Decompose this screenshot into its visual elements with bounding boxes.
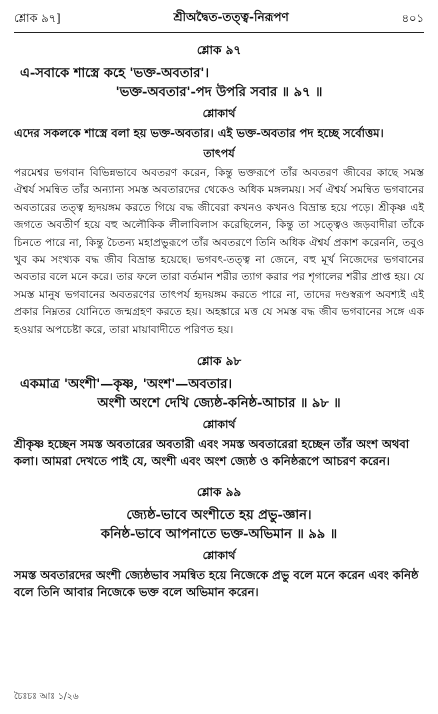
verse-98-text [14, 375, 424, 413]
header-verse-ref: শ্লোক ৯৭] [14, 10, 61, 25]
verse-99-line1: জ্যেষ্ঠ-ভাবে অংশীতে হয় প্রভু-জ্ঞান। [126, 508, 312, 524]
verse-99-text [14, 506, 424, 544]
verse-97-number: শ্লোক ৯৭ [196, 43, 242, 57]
verse-97-line1: এ-সবাকে শাস্ত্রে কহে 'ভক্ত-অবতার'। [20, 66, 210, 81]
verse-98-translation: শ্রীকৃষ্ণ হচ্ছেন সমস্ত অবতারের অবতারী এবং সমস্ত অবতারেরা হচ্ছেন তাঁর অংশ অথবা কলা। আমরা দেখতে পাই যে, অংশী এবং অংশ জ্যেষ্ঠ ও কনিষ্ঠরূপে আচরণ করেন। [14, 437, 410, 469]
verse-97-purport-heading: তাৎপর্য [203, 147, 235, 160]
header-rule [14, 32, 424, 33]
verse-98-line1: একমাত্র 'অংশী'—কৃষ্ণ, 'অংশ'—অবতার। [20, 377, 233, 393]
verse-97-line2: 'ভক্ত-অবতার'-পদ উপরি সবার ॥ ৯৭ ॥ [115, 85, 323, 100]
verse-99-translation-heading: শ্লোকার্থ [202, 549, 236, 563]
verse-97-translation-heading: শ্লোকার্থ [202, 107, 236, 120]
page-footer-signature: চৈঃচঃ আঃ ১/২৬ [14, 692, 79, 702]
page-content [14, 38, 424, 601]
verse-99-line2: কনিষ্ঠ-ভাবে আপনাতে ভক্ত-অভিমান ॥ ৯৯ ॥ [100, 527, 338, 543]
header-chapter-title: শ্রীঅদ্বৈত-তত্ত্ব-নিরূপণ [173, 10, 289, 24]
verse-98-translation-heading: শ্লোকার্থ [202, 418, 236, 432]
verse-99-translation: সমস্ত অবতারদের অংশী জ্যেষ্ঠভাব সমন্বিত হয়ে নিজেকে প্রভু বলে মনে করেন এবং কনিষ্ঠ বলে তিনি আবার নিজেকে ভক্ত বলে অভিমান করেন। [14, 568, 419, 600]
verse-99-number: শ্লোক ৯৯ [196, 485, 242, 500]
page-number: ৪০১ [401, 10, 424, 25]
verse-97-purport: পরমেশ্বর ভগবান বিভিন্নভাবে অবতরণ করেন, কিন্তু ভক্তরূপে তাঁর অবতরণ জীবের কাছে সমস্ত ঐশ্বর্য সমন্বিত তাঁর অন্যান্য সমস্ত অবতারদের থেকেও অধিক মঙ্গলময়। সর্ব ঐশ্বর্য সমন্বিত ভগবানের অবতারের তত্ত্ব হৃদয়ঙ্গম করতে গিয়ে বদ্ধ জীবেরা কখনও কখনও বিভ্রান্ত হয়ে পড়ে। শ্রীকৃষ্ণ এই জগতে অবতীর্ণ হয়ে বহু অলৌকিক লীলাবিলাস করেছিলেন, কিন্তু তা সত্ত্বেও জড়বাদীরা তাঁকে চিনতে পারে না, কিন্তু চৈতন্য মহাপ্রভুরূপে তাঁর অবতরণে তিনি অধিক ঐশ্বর্য প্রকাশ করেননি, তবুও খুব কম সংখ্যক বদ্ধ জীব বিভ্রান্ত হয়েছে। ভগবৎ-তত্ত্ব না জেনে, বহু মূর্খ নিজেদের ভগবানের অবতার বলে মনে করে। তার ফলে তারা বর্তমান শরীর ত্যাগ করার পর শৃগালের শরীর প্রাপ্ত হয়। যে সমস্ত মানুষ ভগবানের অবতরণের তাৎপর্য হৃদয়ঙ্গম করতে পারে না, তাদের দণ্ডস্বরূপ অবশ্যই এই প্রকার নিম্নতর যোনিতে জন্মগ্রহণ করতে হয়। অহঙ্কারে মত্ত যে সমস্ত বদ্ধ জীব ভগবানের সঙ্গে এক হওয়ার অপচেষ্টা করে, তারা মায়াবাদীতে পরিণত হয়। [14, 167, 424, 336]
verse-98-line2: অংশী অংশে দেখি জ্যেষ্ঠ-কনিষ্ঠ-আচার ॥ ৯৮ ॥ [97, 396, 341, 412]
verse-98-number: শ্লোক ৯৮ [196, 354, 242, 369]
running-header [14, 8, 424, 30]
verse-97-text [14, 64, 424, 102]
verse-97-translation: এদের সকলকে শাস্ত্রে বলা হয় ভক্ত-অবতার। এই ভক্ত-অবতার পদ হচ্ছে সর্বোত্তম। [14, 126, 384, 140]
